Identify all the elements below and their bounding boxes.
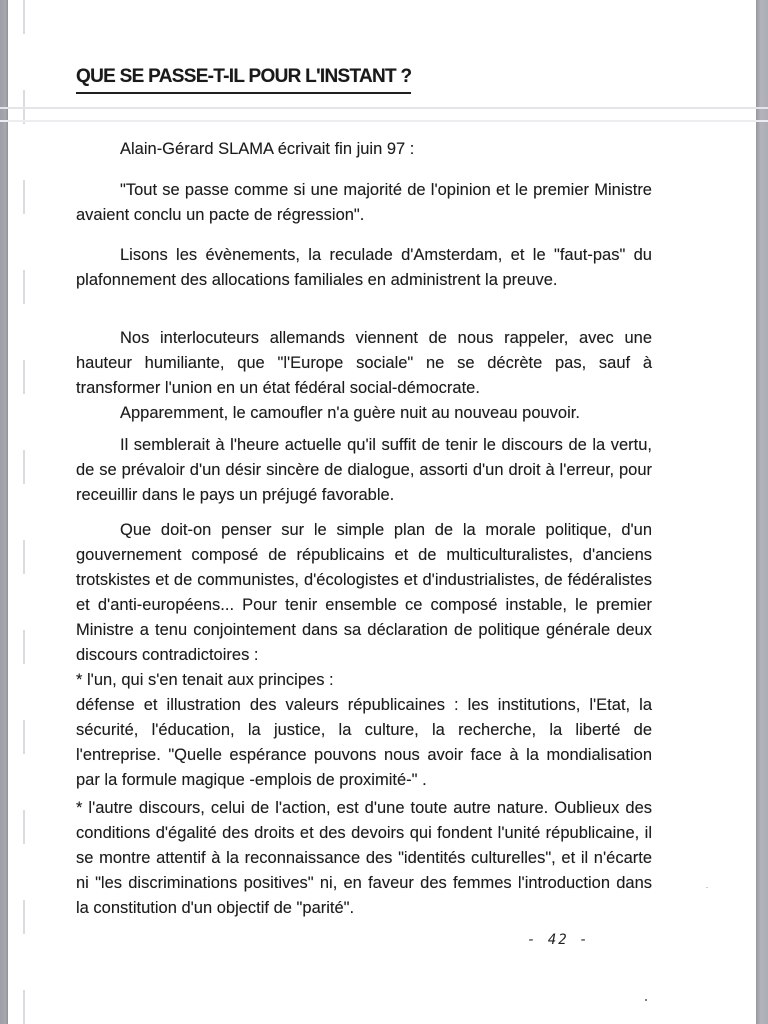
paragraph-intro: Alain-Gérard SLAMA écrivait fin juin 97 : xyxy=(120,140,415,158)
page-number: - 42 - xyxy=(527,932,590,948)
paragraph-interlocuteurs: Nos interlocuteurs allemands viennent de nous rappeler, avec une hauteur humiliante, que "l'Europe sociale" ne se décrète pas, sauf à transformer l'union en un état fédéral social-démocrate. xyxy=(76,329,652,397)
page-title: QUE SE PASSE-T-IL POUR L'INSTANT ? xyxy=(76,66,411,94)
paragraph-apparemment: Apparemment, le camoufler n'a guère nuit au nouveau pouvoir. xyxy=(120,404,580,422)
photocopy-horizontal-artifact xyxy=(0,120,768,122)
scan-speckle xyxy=(706,887,708,888)
scan-speckle xyxy=(645,999,647,1001)
scanner-edge-left xyxy=(0,0,8,1024)
paragraph-morale-politique: Que doit-on penser sur le simple plan de la morale politique, d'un gouvernement composé de républicains et de multiculturalistes, d'anciens trotskistes et de communistes, d'écologistes et d'industrialistes, de fédéralistes et d'anti-européens... Pour tenir ensemble ce composé instable, le premier Ministre a tenu conjointement dans sa déclaration de politique générale deux discours contradictoires : xyxy=(76,521,652,664)
photocopy-vertical-artifact xyxy=(23,0,25,1024)
photocopy-horizontal-artifact xyxy=(0,107,768,109)
scanner-edge-right xyxy=(756,0,768,1024)
paragraph-discours-un-corps: défense et illustration des valeurs républicaines : les institutions, l'Etat, la sécurité, l'éducation, la justice, la culture, la recherche, la liberté de l'entreprise. "Quelle espérance pouvons nous avoir face à la mondialisation par la formule magique -emplois de proximité-" . xyxy=(76,696,652,789)
paragraph-quote-slama: "Tout se passe comme si une majorité de l'opinion et le premier Ministre avaient conclu un pacte de régression". xyxy=(76,181,652,224)
paragraph-discours-un-intro: * l'un, qui s'en tenait aux principes : xyxy=(76,671,334,689)
paragraph-discours-autre: * l'autre discours, celui de l'action, est d'une toute autre nature. Oublieux des conditions d'égalité des droits et des devoirs qui fondent l'unité républicaine, il se montre attentif à la reconnaissance des "identités culturelles", et il n'écarte ni "les discriminations positives" ni, en faveur des femmes l'introduction dans la constitution d'un objectif de "parité". xyxy=(76,799,652,917)
paragraph-lisons: Lisons les évènements, la reculade d'Amsterdam, et le "faut-pas" du plafonnement des allocations familiales en administrent la preuve. xyxy=(76,246,652,289)
paragraph-semblerait: Il semblerait à l'heure actuelle qu'il suffit de tenir le discours de la vertu, de se prévaloir d'un désir sincère de dialogue, assorti d'un droit à l'erreur, pour receuillir dans le pays un préjugé favorable. xyxy=(76,436,652,504)
